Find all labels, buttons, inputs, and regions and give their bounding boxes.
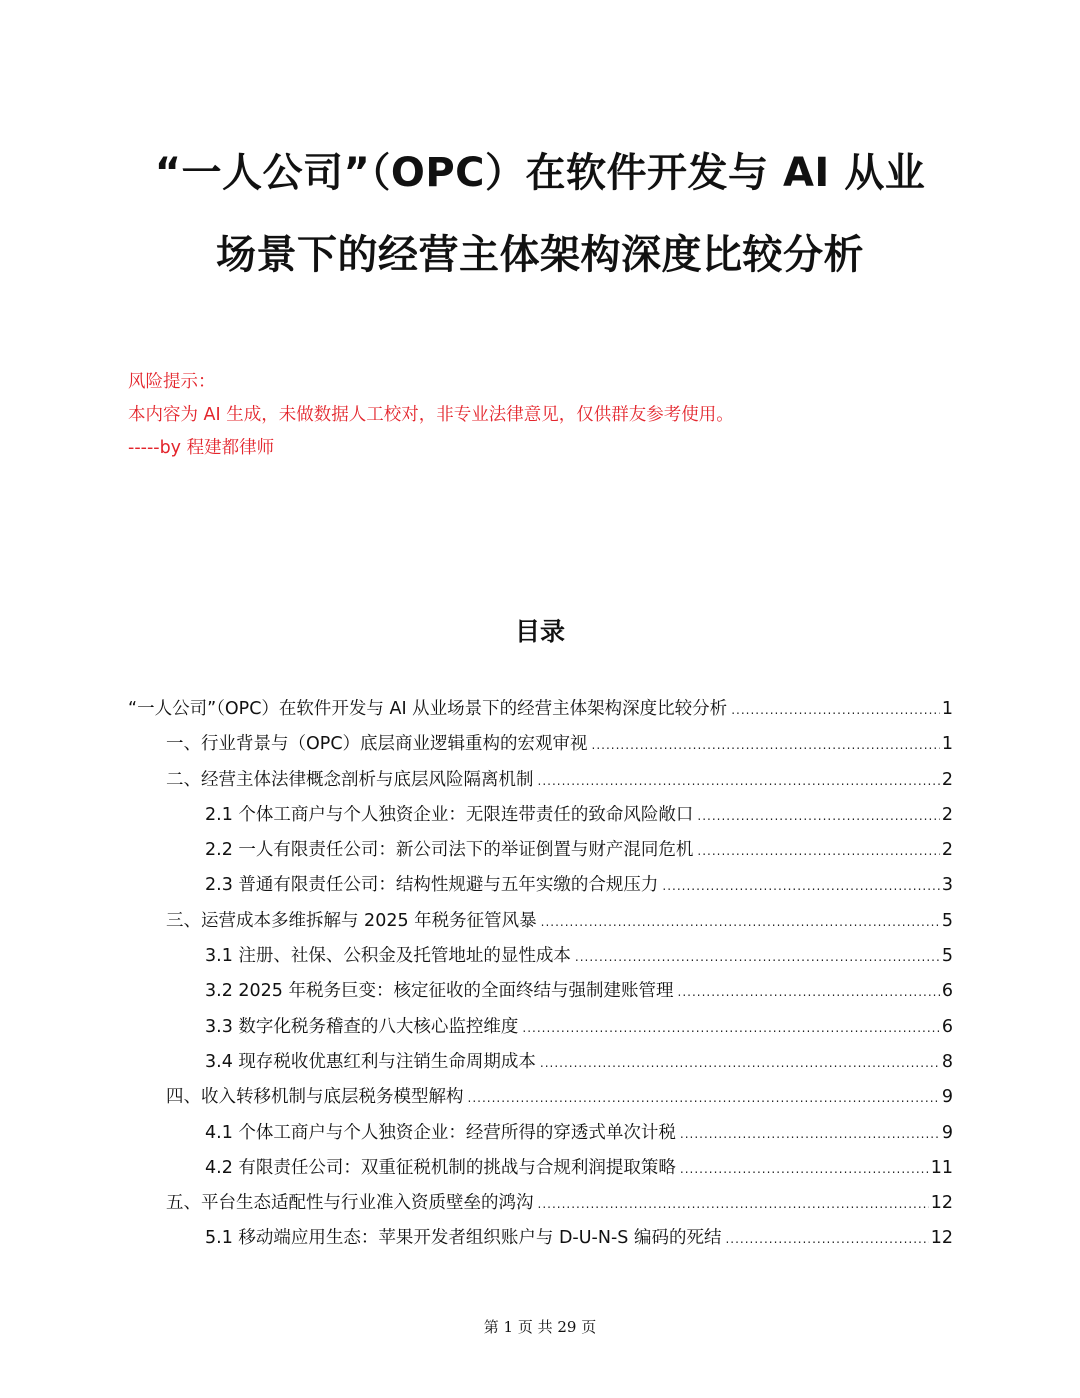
toc-leader-dots <box>540 1046 940 1081</box>
toc-entry-page-number: 9 <box>941 1122 953 1143</box>
toc-entry-page-number: 6 <box>941 981 953 1002</box>
toc-entry-page-number: 5 <box>941 910 953 931</box>
toc-entry[interactable] <box>128 868 953 903</box>
toc-entry-text: 2.3 普通有限责任公司：结构性规避与五年实缴的合规压力 <box>205 875 659 896</box>
toc-leader-dots <box>680 1152 929 1187</box>
toc-leader-dots <box>678 975 940 1010</box>
toc-leader-dots <box>468 1081 940 1116</box>
toc-entry-text: 5.1 移动端应用生态：苹果开发者组织账户与 D-U-N-S 编码的死结 <box>205 1228 722 1249</box>
toc-leader-dots <box>697 799 939 834</box>
toc-entry[interactable] <box>128 1186 953 1221</box>
toc-entry[interactable] <box>128 1080 953 1115</box>
toc-entry[interactable] <box>128 1221 953 1256</box>
toc-entry-text: 3.3 数字化税务稽查的八大核心监控维度 <box>205 1016 519 1037</box>
toc-entry-page-number: 9 <box>941 1087 953 1108</box>
toc-entry[interactable] <box>128 1045 953 1080</box>
toc-entry[interactable] <box>128 1151 953 1186</box>
toc-entry-text: 三、运营成本多维拆解与 2025 年税务征管风暴 <box>166 910 537 931</box>
toc-entry-text: 一、行业背景与（OPC）底层商业逻辑重构的宏观审视 <box>166 734 588 755</box>
toc-entry-page-number: 8 <box>941 1051 953 1072</box>
toc-entry[interactable] <box>128 798 953 833</box>
toc-entry-page-number: 11 <box>930 1157 953 1178</box>
toc-entry-text: 二、经营主体法律概念剖析与底层风险隔离机制 <box>166 769 534 790</box>
table-of-contents <box>128 692 953 1257</box>
toc-entry-text: “一人公司”（OPC）在软件开发与 AI 从业场景下的经营主体架构深度比较分析 <box>128 699 728 719</box>
toc-leader-dots <box>731 693 940 728</box>
toc-entry-text: 4.2 有限责任公司：双重征税机制的挑战与合规利润提取策略 <box>205 1157 676 1178</box>
toc-leader-dots <box>592 728 940 763</box>
toc-entry[interactable] <box>128 692 953 727</box>
toc-entry-page-number: 2 <box>941 769 953 790</box>
toc-leader-dots <box>541 905 940 940</box>
toc-entry[interactable] <box>128 1010 953 1045</box>
toc-entry-text: 2.2 一人有限责任公司：新公司法下的举证倒置与财产混同危机 <box>205 840 694 861</box>
toc-leader-dots <box>725 1222 928 1257</box>
toc-entry[interactable] <box>128 727 953 762</box>
toc-leader-dots <box>697 834 939 869</box>
document-title-line-2: 场景下的经营主体架构深度比较分析 <box>216 232 864 278</box>
toc-entry-text: 3.4 现存税收优惠红利与注销生命周期成本 <box>205 1051 536 1072</box>
toc-entry[interactable] <box>128 939 953 974</box>
page-footer: 第 1 页 共 29 页 <box>483 1318 597 1336</box>
toc-heading: 目录 <box>514 617 565 646</box>
toc-entry-text: 四、收入转移机制与底层税务模型解构 <box>166 1087 464 1108</box>
toc-entry-page-number: 12 <box>930 1228 953 1249</box>
risk-notice <box>128 366 734 465</box>
toc-leader-dots <box>680 1117 940 1152</box>
toc-entry[interactable] <box>128 833 953 868</box>
document-title <box>70 132 1010 296</box>
document-title-line-1: “一人公司”（OPC）在软件开发与 AI 从业 <box>154 150 926 196</box>
toc-entry-page-number: 1 <box>941 699 953 719</box>
toc-entry[interactable] <box>128 974 953 1009</box>
toc-entry-text: 3.2 2025 年税务巨变：核定征收的全面终结与强制建账管理 <box>205 981 674 1002</box>
toc-entry-page-number: 12 <box>930 1193 953 1214</box>
risk-notice-label: 风险提示： <box>128 372 216 392</box>
toc-entry[interactable] <box>128 763 953 798</box>
toc-entry[interactable] <box>128 904 953 939</box>
toc-leader-dots <box>575 940 940 975</box>
toc-leader-dots <box>522 1011 939 1046</box>
toc-entry-text: 2.1 个体工商户与个人独资企业：无限连带责任的致命风险敞口 <box>205 804 694 825</box>
toc-entry-text: 3.1 注册、社保、公积金及托管地址的显性成本 <box>205 946 571 967</box>
toc-entry-page-number: 2 <box>941 804 953 825</box>
toc-entry-page-number: 6 <box>941 1016 953 1037</box>
toc-entry-text: 五、平台生态适配性与行业准入资质壁垒的鸿沟 <box>166 1193 534 1214</box>
toc-leader-dots <box>662 869 939 904</box>
toc-entry-page-number: 5 <box>941 946 953 967</box>
risk-notice-signature: -----by 程建都律师 <box>128 438 275 458</box>
toc-entry[interactable] <box>128 1116 953 1151</box>
toc-entry-text: 4.1 个体工商户与个人独资企业：经营所得的穿透式单次计税 <box>205 1122 676 1143</box>
risk-notice-text: 本内容为 AI 生成，未做数据人工校对，非专业法律意见，仅供群友参考使用。 <box>128 405 734 425</box>
toc-entry-page-number: 3 <box>941 875 953 896</box>
toc-entry-page-number: 1 <box>941 734 953 755</box>
toc-entry-page-number: 2 <box>941 840 953 861</box>
toc-leader-dots <box>538 764 940 799</box>
toc-leader-dots <box>538 1187 929 1222</box>
